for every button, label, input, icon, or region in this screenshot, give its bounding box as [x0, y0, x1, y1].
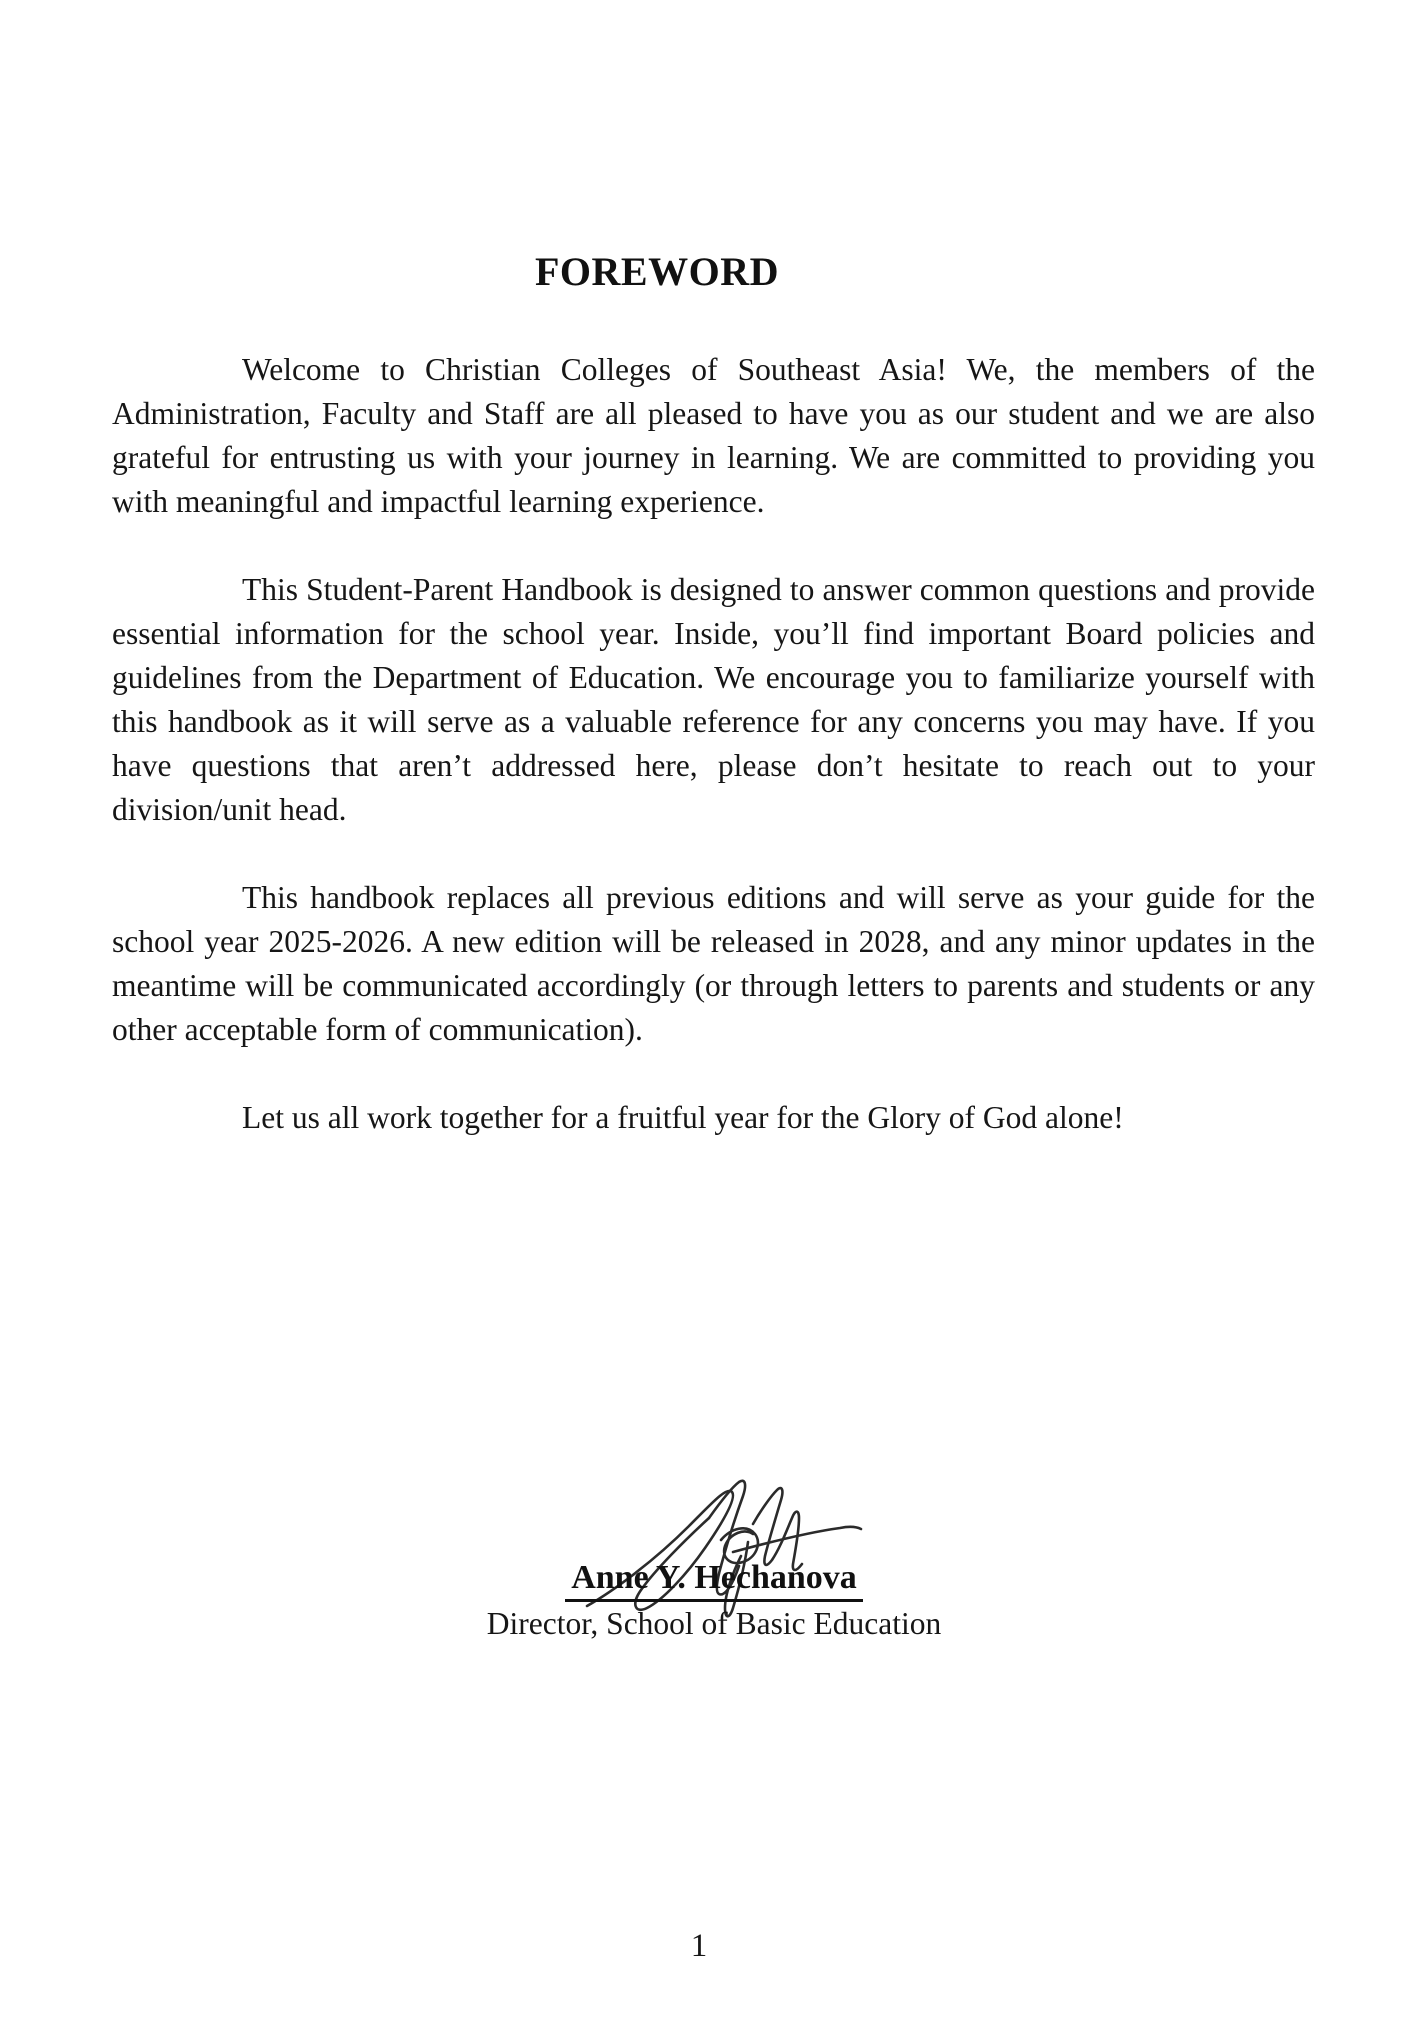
signatory-name: Anne Y. Hechanova — [565, 1558, 863, 1602]
paragraph-handbook-purpose: This Student-Parent Handbook is designed to answer common questions and provide essential information for the school year. Inside, you’ll find important Board policies and guidelines from the Department of Education. We encourage you to familiarize yourself with this handbook as it will serve as a valuable reference for any concerns you may have. If you have questions that aren’t addressed here, please don’t hesitate to reach out to your division/unit head. — [112, 572, 1315, 827]
paragraph-editions: This handbook replaces all previous editions and will serve as your guide for the school year 2025-2026. A new edition will be released in 2028, and any minor updates in the meantime will be communicated accordingly (or through letters to parents and students or any other acceptable form of communication). — [112, 880, 1315, 1047]
closing-line: Let us all work together for a fruitful year for the Glory of God alone! — [242, 1100, 1124, 1135]
signature-block — [0, 1558, 1428, 1646]
page-number: 1 — [690, 1928, 708, 1964]
signatory-title: Director, School of Basic Education — [486, 1606, 942, 1641]
paragraph-welcome: Welcome to Christian Colleges of Southeast Asia! We, the members of the Administration, Faculty and Staff are all pleased to have you as our student and we are also grateful for entrusting us with your journey in learning. We are committed to providing you with meaningful and impactful learning experience. — [112, 352, 1315, 519]
page-title: FOREWORD — [535, 249, 779, 294]
document-body — [0, 348, 1428, 1140]
